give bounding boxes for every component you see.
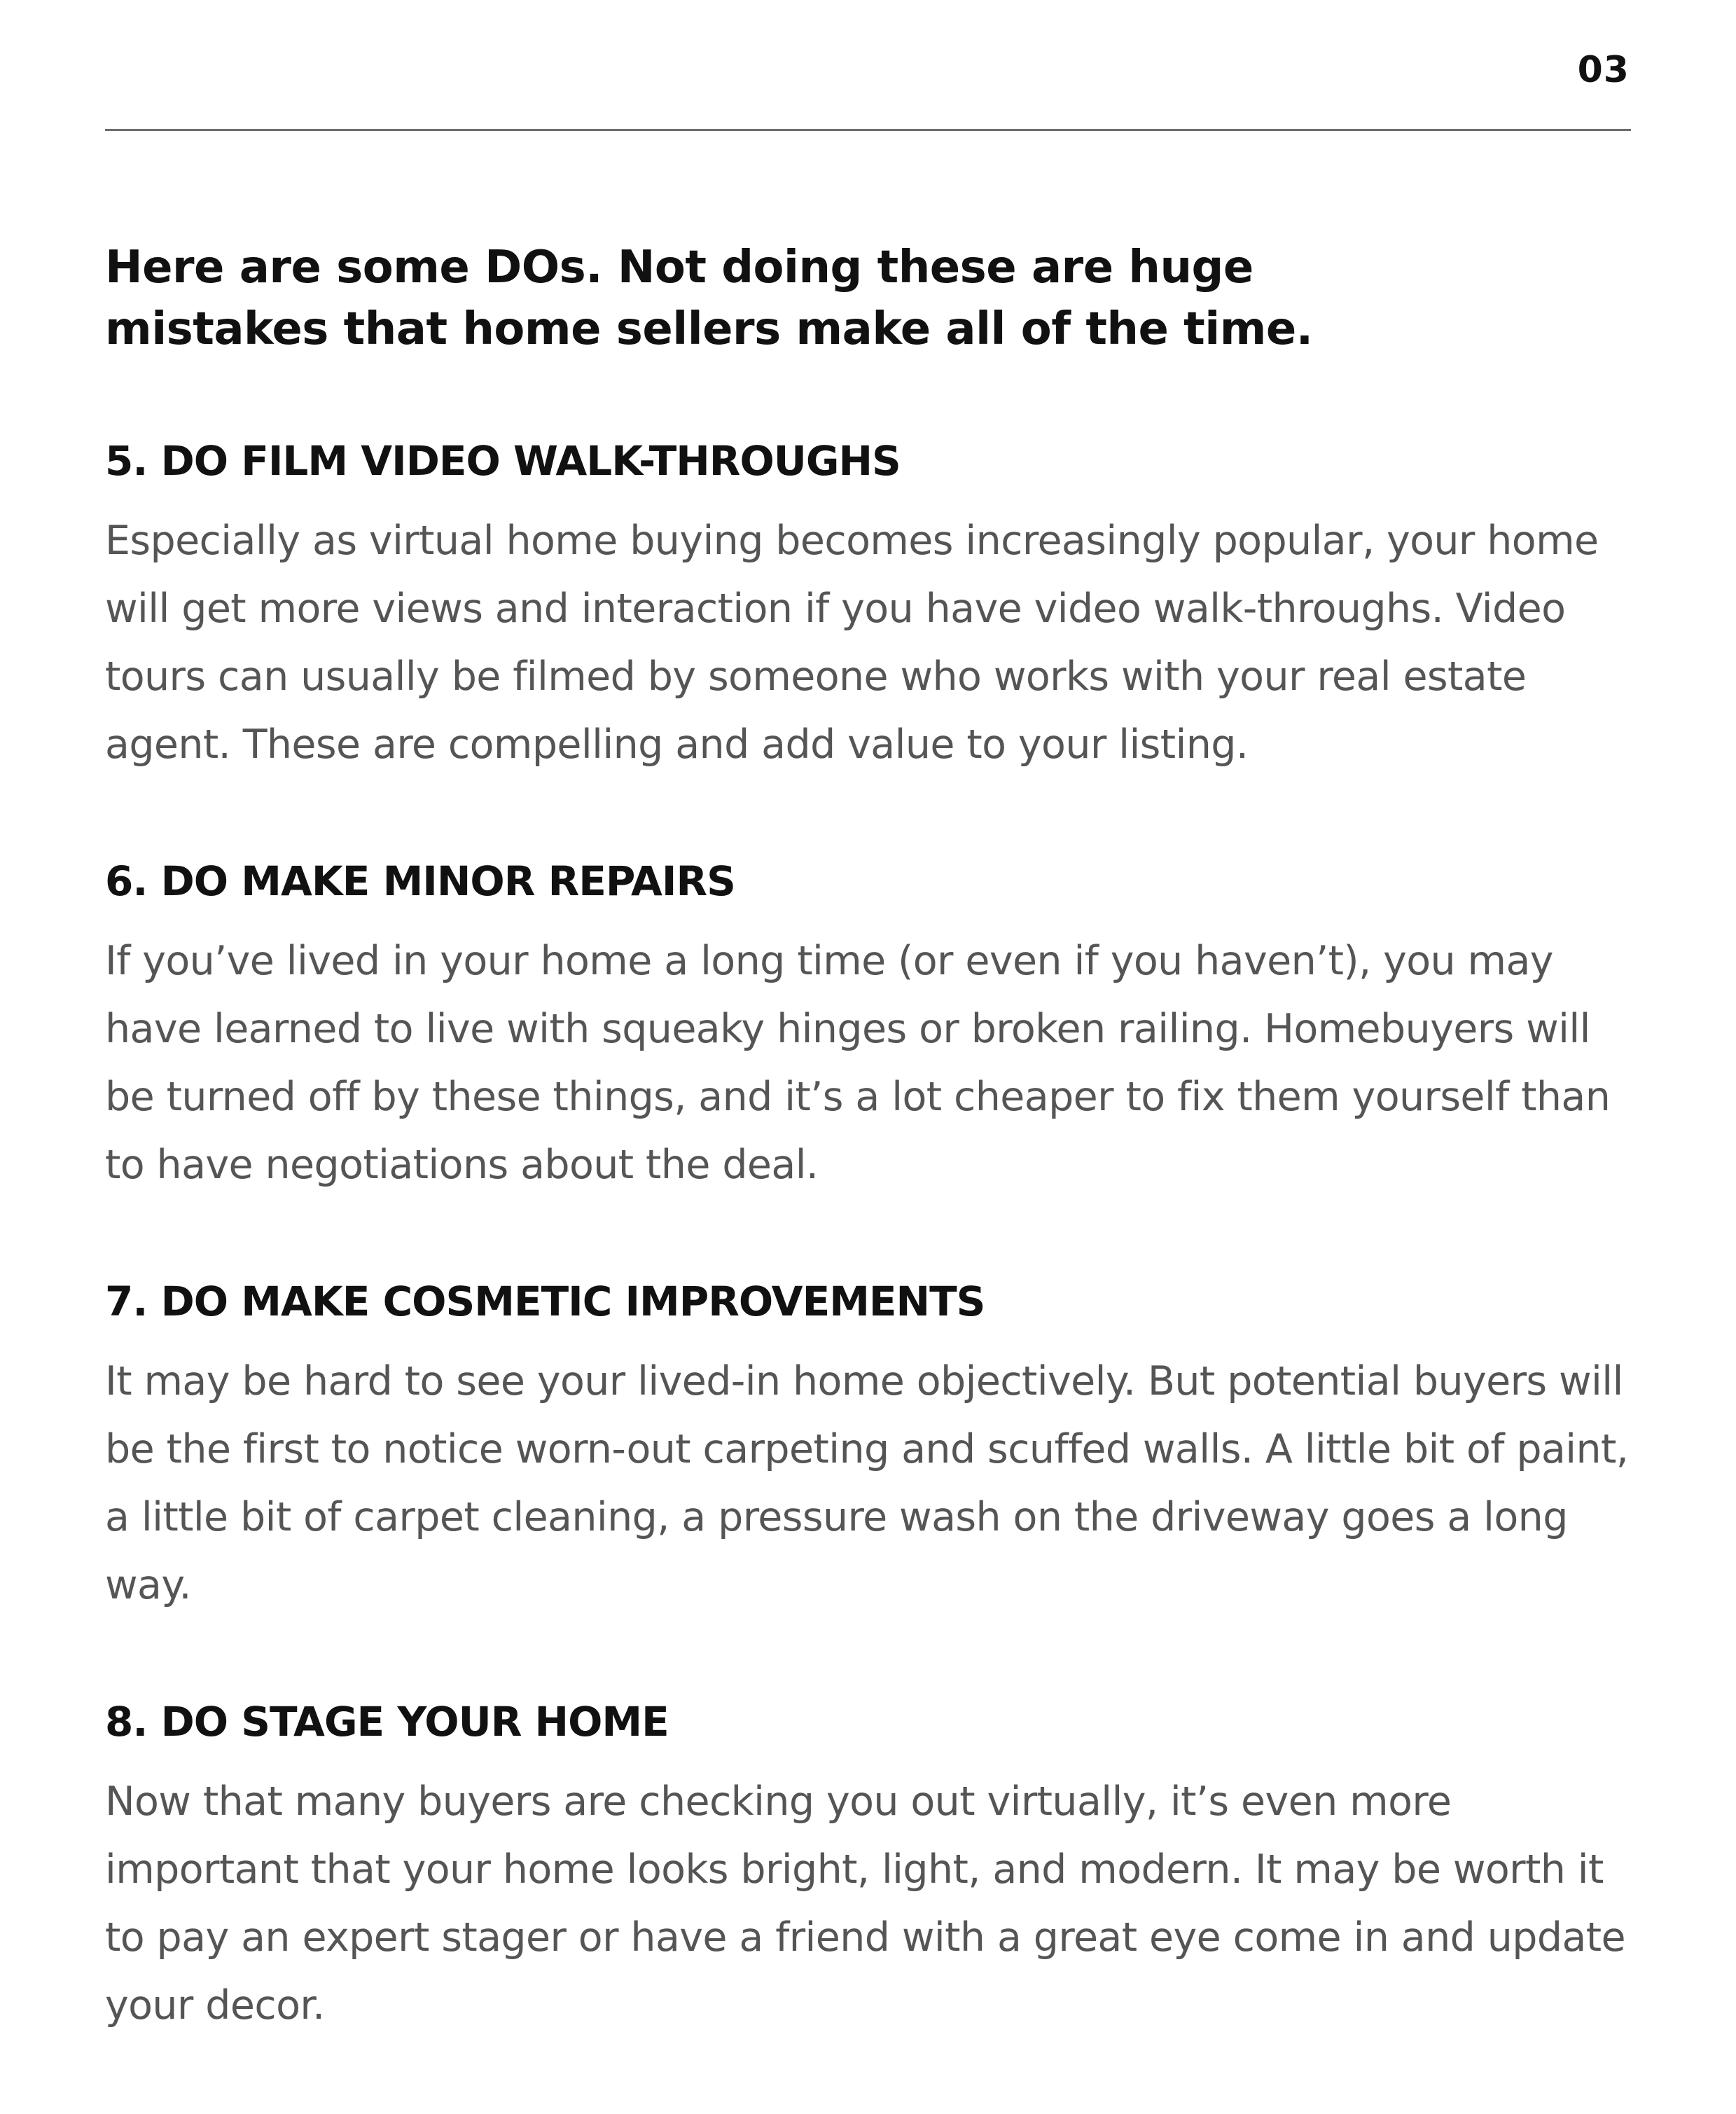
section-video-walkthroughs — [105, 433, 1639, 779]
section-title: 7. DO MAKE COSMETIC IMPROVEMENTS — [105, 1278, 985, 1325]
page-content — [105, 237, 1639, 2114]
section-title: 6. DO MAKE MINOR REPAIRS — [105, 857, 735, 905]
section-body: Especially as virtual home buying becomes increasingly popular, your home will get more views and interaction if you have video walk-throughs. Video tours can usually be filmed by someone who works with your real estate agent. These are compelling and add value to your listing. — [105, 518, 1599, 768]
section-body: Now that many buyers are checking you out virtually, it’s even more important that your home looks bright, light, and modern. It may be worth it to pay an expert stager or have a friend with a great eye come in and update your decor. — [105, 1778, 1625, 2029]
page-number: 03 — [1577, 49, 1630, 91]
section-cosmetic-improvements — [105, 1273, 1639, 1619]
section-title: 8. DO STAGE YOUR HOME — [105, 1698, 669, 1746]
section-body: If you’ve lived in your home a long time (or even if you haven’t), you may have learned to live with squeaky hinges or broken railing. Homebuyers will be turned off by these things, and it’s a lot cheaper to fix them yourself than to have negotiations about the deal. — [105, 938, 1611, 1188]
header-divider — [105, 129, 1631, 131]
section-stage-home — [105, 1694, 1639, 2040]
intro-heading: Here are some DOs. Not doing these are huge mistakes that home sellers make all of the time. — [105, 242, 1313, 355]
section-title: 5. DO FILM VIDEO WALK-THROUGHS — [105, 437, 901, 485]
section-body: It may be hard to see your lived-in home objectively. But potential buyers will be the first to notice worn-out carpeting and scuffed walls. A little bit of paint, a little bit of carpet cleaning, a pressure wash on the driveway goes a long way. — [105, 1358, 1629, 1608]
section-minor-repairs — [105, 853, 1639, 1199]
